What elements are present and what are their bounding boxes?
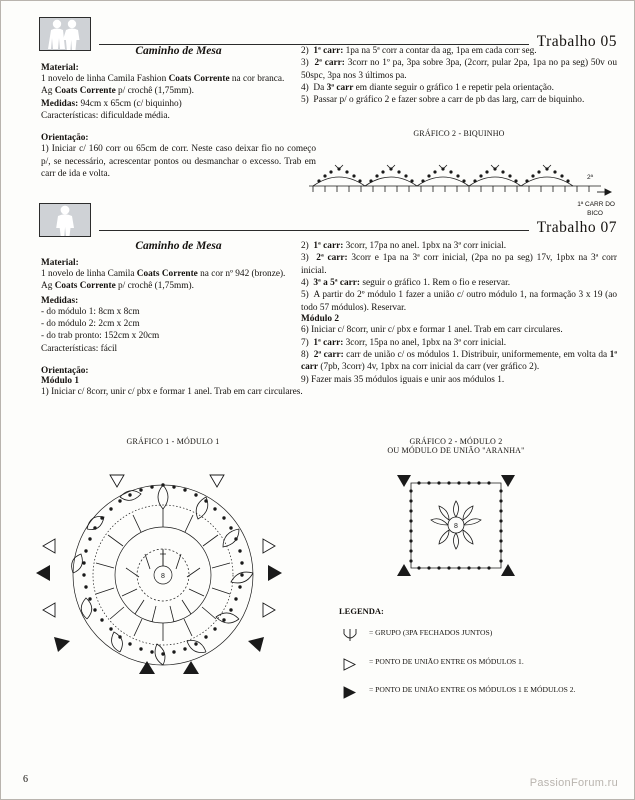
legend — [339, 606, 609, 700]
work-07-step-4: 4) 3ª a 5ª carr: seguir o gráfico 1. Rem o fio e reservar. — [301, 278, 511, 289]
work-07-step-2: 2) 1ª carr: 3corr, 17pa no anel. 1pbx na 3ª corr inicial. — [301, 241, 507, 251]
legend-title: LEGENDA: — [339, 606, 384, 616]
material-line-07-1: 1 novelo de linha Camila Coats Corrente na cor nº 942 (bronze). — [41, 269, 286, 279]
svg-text:2ª: 2ª — [587, 174, 594, 181]
work-07-chart1-caption-wrap — [53, 437, 293, 446]
work-07-step-8: 8) 2ª carr: carr de união c/ os módulos 1. Distribuir, uniformemente, em volta da 1ª carr (7pb, 3corr) 4v, 1pbx na corr inicial da carr (ver gráfico 2). — [301, 349, 617, 373]
page-number: 6 — [23, 774, 28, 785]
crochet-chart-modulo-2 — [371, 463, 541, 593]
work-07-chart1-caption: GRÁFICO 1 - MÓDULO 1 — [126, 437, 220, 446]
work-07-chart2-caption-line1: GRÁFICO 2 - MÓDULO 2 — [409, 437, 503, 446]
chart2-center-label: 8 — [454, 523, 458, 530]
work-05-step-2: 2) 1ª carr: 1pa na 5ª corr a contar da ag, 1pa em cada corr seg. — [301, 46, 537, 56]
work-07-step-3: 3) 2ª carr: 3corr e 1pa na 3ª corr inicial, (2pa no pa seg) 17v, 1pbx na 3ª corr inicial. — [301, 253, 617, 276]
work-07-step-5: 5) A partir do 2º módulo 1 fazer a união c/ outro módulo 1, na formação 3 x 19 (ao todo 57 módulos). Reservar. — [301, 290, 617, 313]
work-05-subtitle: Caminho de Mesa — [135, 45, 222, 57]
module2-label-07: Módulo 2 — [301, 314, 339, 325]
triangle-filled-icon — [339, 684, 369, 700]
legend-text-junction-1: = PONTO DE UNIÃO ENTRE OS MÓDULOS 1. — [369, 657, 524, 666]
module1-label-07: Módulo 1 — [41, 376, 79, 387]
work-07-subtitle: Caminho de Mesa — [135, 240, 222, 252]
material-line-07-2: Ag Coats Corrente p/ crochê (1,75mm). — [41, 281, 194, 292]
legend-text-junction-2: = PONTO DE UNIÃO ENTRE OS MÓDULOS 1 E MÓDULOS 2. — [369, 685, 576, 694]
work-05-step-5: 5) Passar p/ o gráfico 2 e fazer sobre a carr de pb das larg, carr de biquinho. — [301, 95, 585, 106]
orientation-label-07: Orientação: — [41, 366, 89, 377]
figure-icon-one-person — [39, 203, 91, 237]
work-05-left-column — [41, 45, 316, 181]
work-07-step-7: 7) 1ª carr: 3corr, 15pa no anel, 1pbx na 3ª corr inicial. — [301, 337, 507, 348]
module1-item-07-1: 1) Iniciar c/ 8corr, unir c/ pbx e formar 1 anel. Trab em carr circulares. — [41, 387, 303, 398]
legend-item-group — [339, 626, 609, 644]
legend-item-junction-2 — [339, 684, 609, 700]
work-05-right-column — [301, 45, 617, 107]
chart1-center-label: 8 — [161, 573, 165, 580]
legend-text-group: = GRUPO (3PA FECHADOS JUNTOS) — [369, 628, 493, 637]
work-07-step-6: 6) Iniciar c/ 8corr, unir c/ pbx e formar 1 anel. Trab em carr circulares. — [301, 325, 563, 336]
work-07-chart2-caption-line2: OU MÓDULO DE UNIÃO "ARANHA" — [387, 446, 525, 455]
material-line-05-2: Ag Coats Corrente p/ crochê (1,75mm). — [41, 86, 194, 97]
header-rule-07 — [99, 230, 529, 231]
legend-item-junction-1 — [339, 656, 609, 672]
work-07-step-9: 9) Fazer mais 35 módulos iguais e unir aos módulos 1. — [301, 374, 505, 385]
material-line-05-1: 1 novelo de linha Camila Fashion Coats Corrente na cor branca. — [41, 74, 285, 84]
crochet-chart-modulo-1 — [13, 449, 313, 699]
group-symbol-icon — [339, 626, 369, 644]
work-heading-07: Trabalho 07 — [536, 219, 617, 236]
work-heading-05: Trabalho 05 — [536, 33, 617, 50]
material-line-05-3: Medidas: 94cm x 65cm (c/ biquinho) — [41, 98, 182, 109]
work-05-step-4: 4) Da 3ª carr em diante seguir o gráfico 1 e repetir pela orientação. — [301, 83, 554, 94]
measures-item-07-3: - do trab pronto: 152cm x 20cm — [41, 331, 160, 342]
measures-item-07-2: - do módulo 2: 2cm x 2cm — [41, 319, 140, 330]
orientation-item-05-1: 1) Iniciar c/ 160 corr ou 65cm de corr. Neste caso deixar fio no começo p/, se necessário, acrescentar pontos ou desmanchar o excesso. Trab em carr de ida e volta. — [41, 144, 316, 180]
work-07-left-column — [41, 240, 316, 399]
material-line-05-4: Características: dificuldade média. — [41, 111, 170, 122]
material-label-05: Material: — [41, 63, 79, 73]
work-07-chart2-caption-wrap — [356, 437, 556, 455]
work-05-step-3: 3) 2ª carr: 3corr no 1º pa, 3pa sobre 3pa, (2corr, pular 2pa, 1pa no pa seg) 50v ou 50spc, 3pa nos 3 últimos pa. — [301, 58, 617, 81]
measures-item-07-1: - do módulo 1: 8cm x 8cm — [41, 306, 140, 317]
watermark: PassionForum.ru — [529, 777, 618, 789]
material-label-07: Material: — [41, 258, 79, 268]
work-header-07 — [39, 197, 617, 237]
work-05-chart-caption: GRÁFICO 2 - BIQUINHO — [413, 129, 505, 138]
triangle-outline-icon — [339, 656, 369, 672]
orientation-label-05: Orientação: — [41, 133, 89, 144]
features-07: Características: fácil — [41, 343, 118, 354]
work-05-chart-label-1: 1ª CARR DO — [577, 201, 615, 208]
work-05-chart-label-2: BICO — [587, 210, 603, 217]
measures-label-07: Medidas: — [41, 295, 79, 306]
crochet-chart-biquinho — [301, 138, 617, 200]
work-07-right-column — [301, 240, 617, 386]
